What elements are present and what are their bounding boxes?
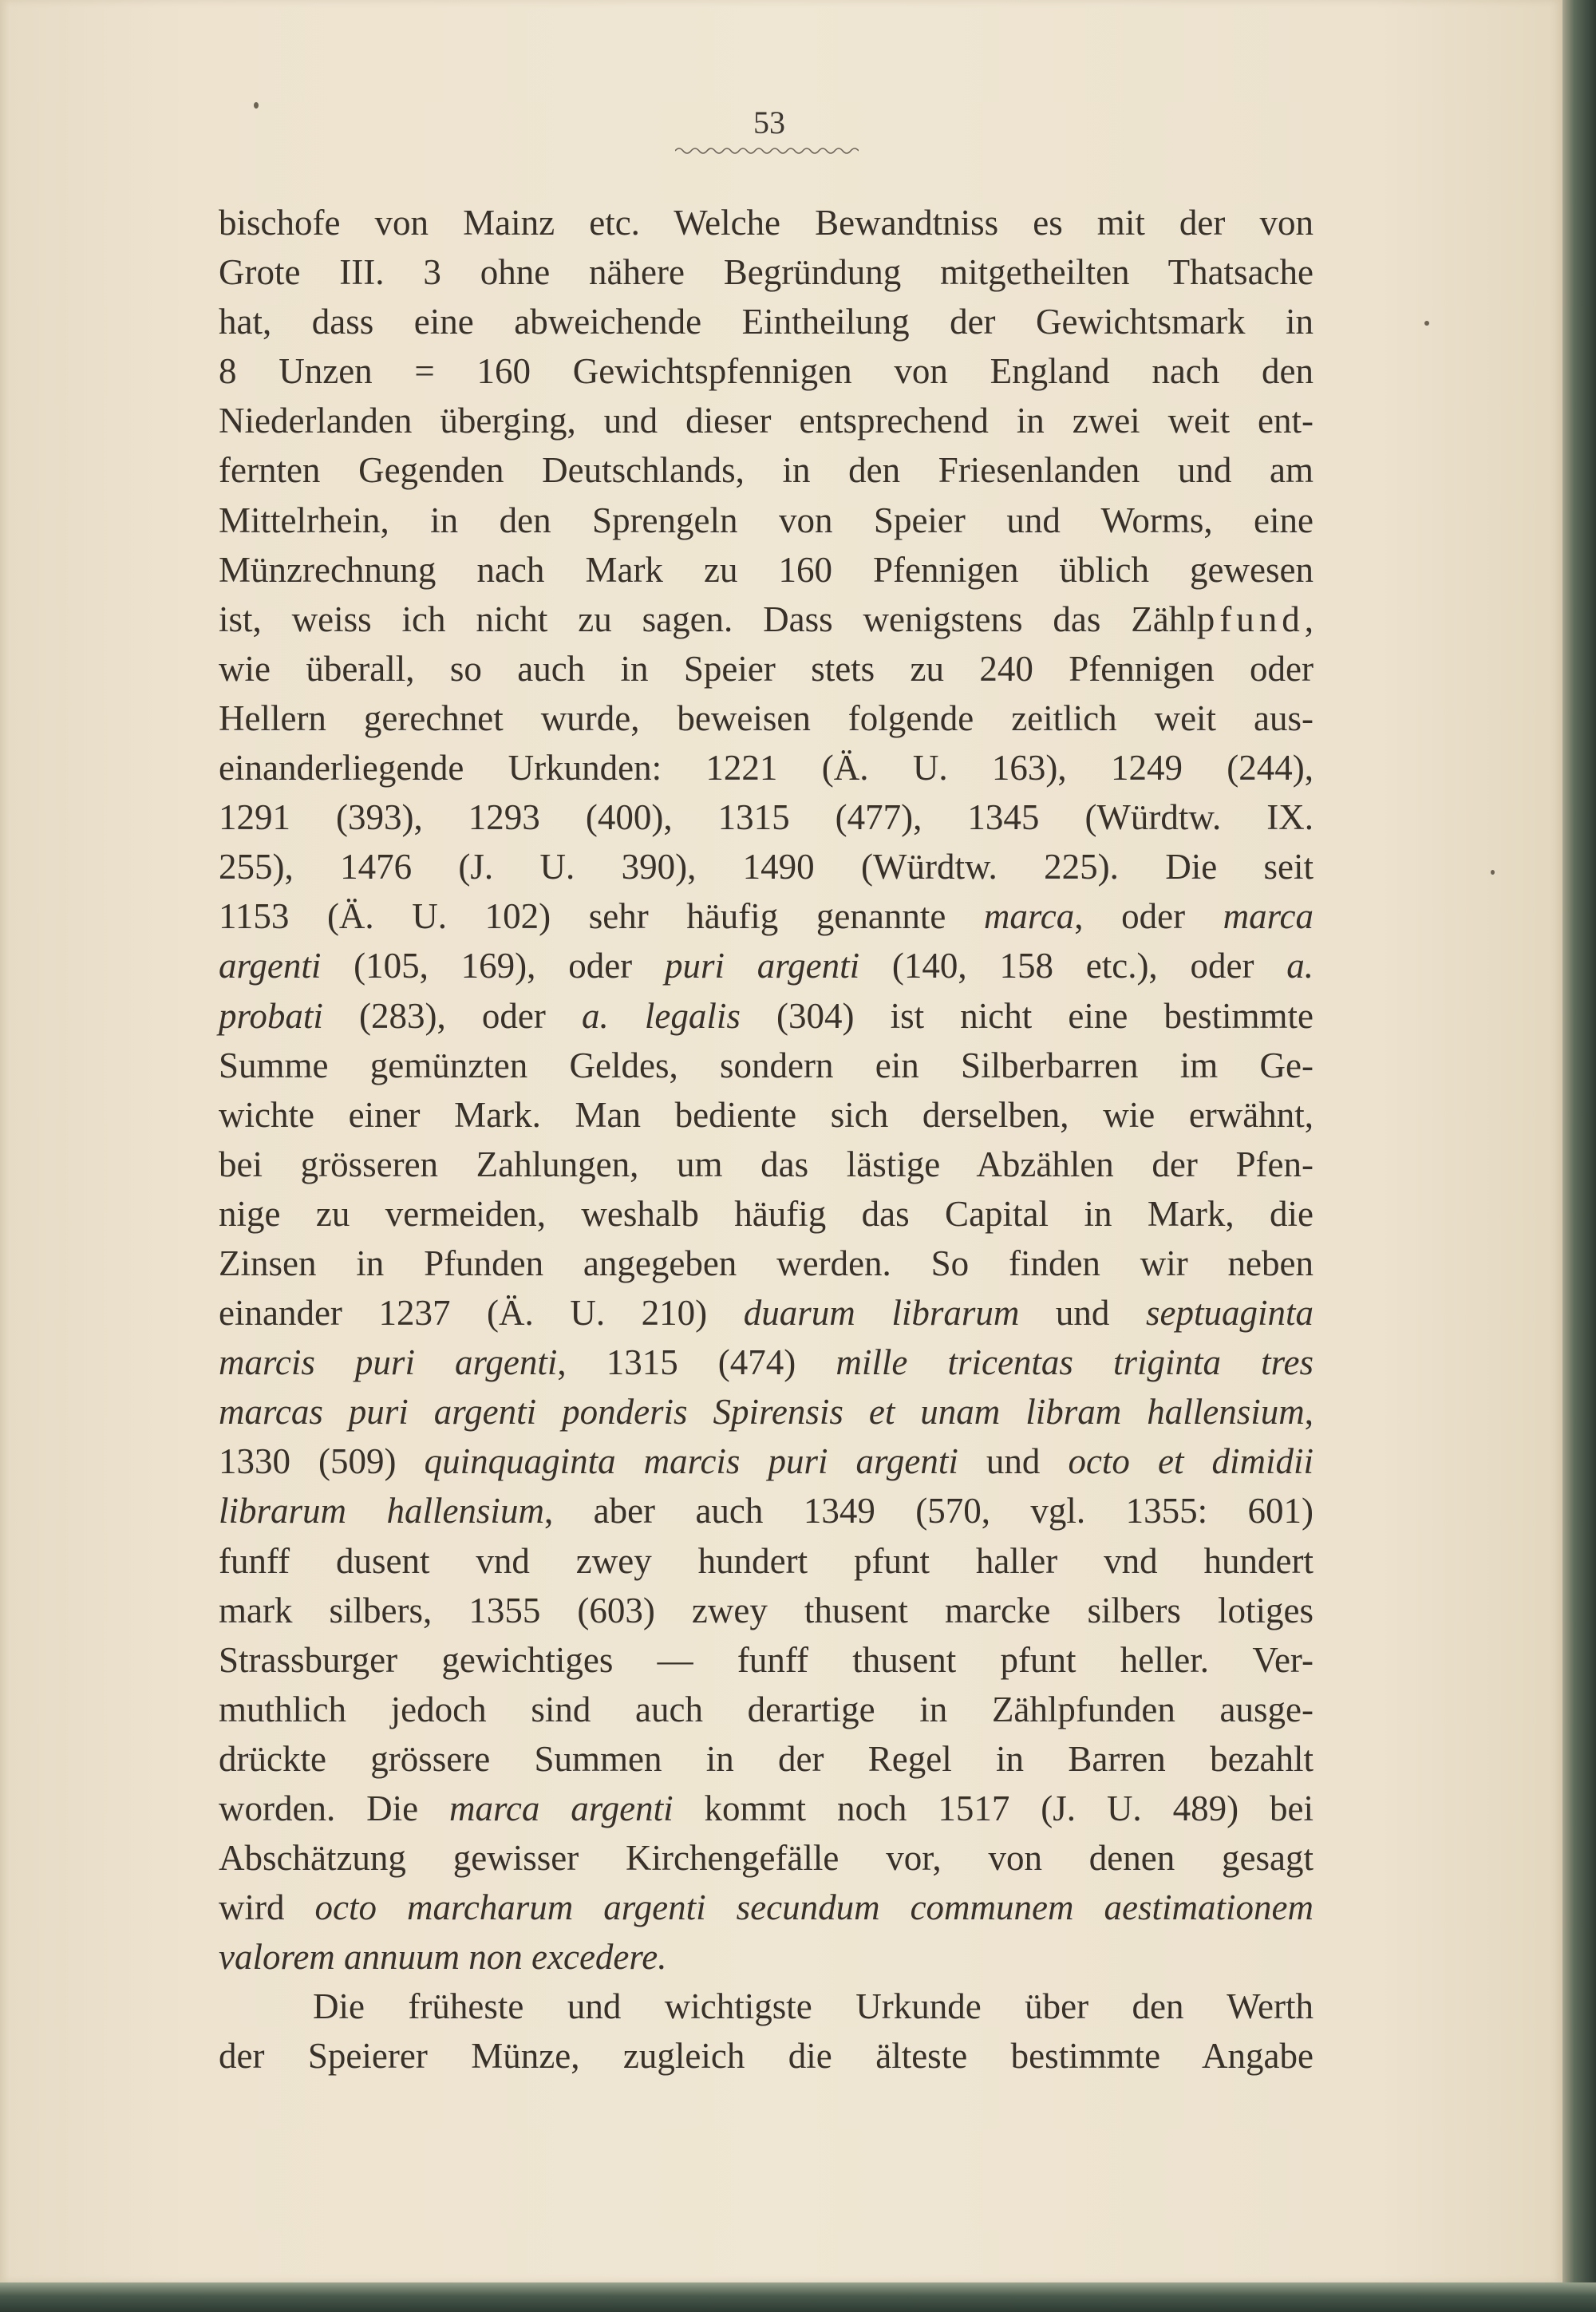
latin-italic-run: argenti [219, 946, 322, 986]
text-run: muthlich jedoch sind auch derartige in Zählpfunden ausge- [219, 1689, 1314, 1729]
text-line [219, 1041, 1314, 1090]
latin-italic-run: marca [1223, 896, 1314, 937]
text-run: mark silbers, 1355 (603) zwey thusent marcke silbers lotiges [219, 1590, 1314, 1630]
latin-italic-run: a. legalis [581, 995, 741, 1036]
text-run: Summe gemünzten Geldes, sondern ein Silberbarren im Ge- [219, 1045, 1314, 1085]
text-run: worden. Die [219, 1788, 450, 1828]
text-line [219, 1784, 1314, 1833]
text-run: Hellern gerechnet wurde, beweisen folgende zeitlich weit aus- [219, 698, 1314, 738]
text-run: Grote III. 3 ohne nähere Begründung mitgetheilten Thatsache [219, 252, 1314, 293]
text-run: 8 Unzen = 160 Gewichtspfennigen von England nach den [219, 351, 1314, 392]
text-run: nige zu vermeiden, weshalb häufig das Capital in Mark, die [219, 1193, 1314, 1234]
text-line [219, 1387, 1314, 1437]
latin-italic-run: valorem annuum non excedere. [219, 1937, 667, 1978]
text-line [219, 694, 1314, 743]
latin-italic-run: puri argenti [664, 946, 860, 986]
paper-speck [1424, 321, 1429, 326]
text-line [219, 1536, 1314, 1586]
text-run: 1291 (393), 1293 (400), 1315 (477), 1345 (Würdtw. IX. [219, 797, 1314, 838]
text-run: , oder [1074, 896, 1223, 937]
text-line [219, 445, 1314, 495]
latin-italic-run: probati [219, 995, 323, 1036]
text-line [219, 1586, 1314, 1635]
paper-speck [254, 102, 259, 109]
text-run: , [1304, 1392, 1314, 1433]
text-run: ist, weiss ich nicht zu sagen. Dass wenigstens das Zähl [219, 599, 1197, 639]
text-line [219, 1338, 1314, 1387]
latin-italic-run: octo et dimidii [1068, 1441, 1314, 1482]
text-run: 255), 1476 (J. U. 390), 1490 (Würdtw. 225). Die seit [219, 847, 1314, 887]
book-binding-edge [1562, 0, 1596, 2312]
text-line [219, 1833, 1314, 1883]
latin-italic-run: marca argenti [449, 1788, 674, 1828]
text-line [219, 1189, 1314, 1239]
latin-italic-run: marca [983, 896, 1075, 937]
latin-italic-run: quinquaginta marcis puri argenti [424, 1441, 958, 1482]
text-line [219, 595, 1314, 644]
text-line [219, 1437, 1314, 1486]
latin-italic-run: a. [1286, 946, 1314, 986]
text-run: hat, dass eine abweichende Eintheilung der Gewichtsmark in [219, 302, 1314, 342]
text-line [219, 743, 1314, 792]
text-line [219, 496, 1314, 545]
text-line [219, 545, 1314, 595]
text-run: Zinsen in Pfunden angegeben werden. So finden wir neben [219, 1243, 1314, 1283]
text-line [219, 991, 1314, 1041]
text-run: , aber auch 1349 (570, vgl. 1355: 601) [543, 1491, 1314, 1531]
text-line [219, 941, 1314, 990]
text-run: 1330 (509) [219, 1441, 425, 1482]
text-run: (105, 169), oder [321, 946, 665, 986]
text-line [219, 644, 1314, 694]
text-run: wird [219, 1887, 315, 1928]
text-run: Abschätzung gewisser Kirchengefälle vor, von denen gesagt [219, 1838, 1314, 1879]
text-line [219, 1685, 1314, 1734]
latin-italic-run: mille tricentas triginta tres [836, 1342, 1314, 1383]
text-run: 1153 (Ä. U. 102) sehr häufig genannte [219, 896, 984, 937]
text-line [219, 1288, 1314, 1338]
text-run: funff dusent vnd zwey hundert pfunt haller vnd hundert [219, 1540, 1314, 1581]
text-run: und [958, 1441, 1069, 1482]
text-line [219, 247, 1314, 297]
text-run: Die früheste und wichtigste Urkunde über den Werth [313, 1986, 1314, 2027]
text-run: , 1315 (474) [557, 1342, 836, 1383]
body-text [219, 198, 1314, 2081]
text-line [219, 2031, 1314, 2081]
text-run: fernten Gegenden Deutschlands, in den Friesenlanden und am [219, 450, 1314, 491]
text-run: und [1019, 1293, 1146, 1334]
text-line [219, 792, 1314, 842]
text-run: wichte einer Mark. Man bediente sich derselben, wie erwähnt, [219, 1094, 1314, 1135]
text-line [219, 1486, 1314, 1535]
page-number: 53 [753, 105, 785, 140]
text-run: (304) ist nicht eine bestimmte [740, 995, 1314, 1036]
text-run: Strassburger gewichtiges — funff thusent pfunt heller. Ver- [219, 1639, 1314, 1680]
spaced-emphasis-run: pfund [1196, 599, 1305, 639]
text-line [219, 1982, 1314, 2031]
text-line [219, 1635, 1314, 1685]
text-run: , [1304, 599, 1314, 639]
text-run: (140, 158 etc.), oder [859, 946, 1287, 986]
text-run: einanderliegende Urkunden: 1221 (Ä. U. 163), 1249 (244), [219, 748, 1314, 788]
page-left-edge [0, 0, 10, 2282]
paper-speck [1491, 870, 1495, 875]
text-run: Niederlanden überging, und dieser entsprechend in zwei weit ent- [219, 401, 1314, 441]
text-line [219, 891, 1314, 941]
text-run: Mittelrhein, in den Sprengeln von Speier und Worms, eine [219, 500, 1314, 540]
text-run: drückte grössere Summen in der Regel in Barren bezahlt [219, 1738, 1314, 1779]
book-bottom-edge [0, 2282, 1596, 2312]
text-run: wie überall, so auch in Speier stets zu 240 Pfennigen oder [219, 648, 1314, 689]
text-line [219, 297, 1314, 346]
text-line [219, 1239, 1314, 1288]
latin-italic-run: septuaginta [1146, 1293, 1314, 1334]
text-run: bei grösseren Zahlungen, um das lästige Abzählen der Pfen- [219, 1144, 1314, 1184]
text-run: einander 1237 (Ä. U. 210) [219, 1293, 744, 1334]
text-line [219, 198, 1314, 247]
text-line [219, 1140, 1314, 1189]
text-line [219, 1883, 1314, 1932]
text-line [219, 346, 1314, 396]
text-run: bischofe von Mainz etc. Welche Bewandtniss es mit der von [219, 203, 1314, 243]
text-line [219, 396, 1314, 445]
text-line [219, 842, 1314, 891]
latin-italic-run: octo marcharum argenti secundum communem aestimationem [314, 1887, 1314, 1928]
text-run: Münzrechnung nach Mark zu 160 Pfennigen üblich gewesen [219, 549, 1314, 590]
latin-italic-run: marcis puri argenti [219, 1342, 558, 1383]
latin-italic-run: duarum librarum [743, 1293, 1020, 1334]
text-run: kommt noch 1517 (J. U. 489) bei [673, 1788, 1314, 1828]
text-run: (283), oder [322, 995, 582, 1036]
header-ornament-rule [675, 145, 859, 156]
latin-italic-run: marcas puri argenti ponderis Spirensis et unam libram hallensium [219, 1392, 1305, 1433]
text-line [219, 1090, 1314, 1140]
latin-italic-run: librarum hallensium [219, 1491, 544, 1531]
text-line [219, 1734, 1314, 1784]
text-run: der Speierer Münze, zugleich die älteste bestimmte Angabe [219, 2036, 1314, 2077]
text-line [219, 1932, 1314, 1982]
